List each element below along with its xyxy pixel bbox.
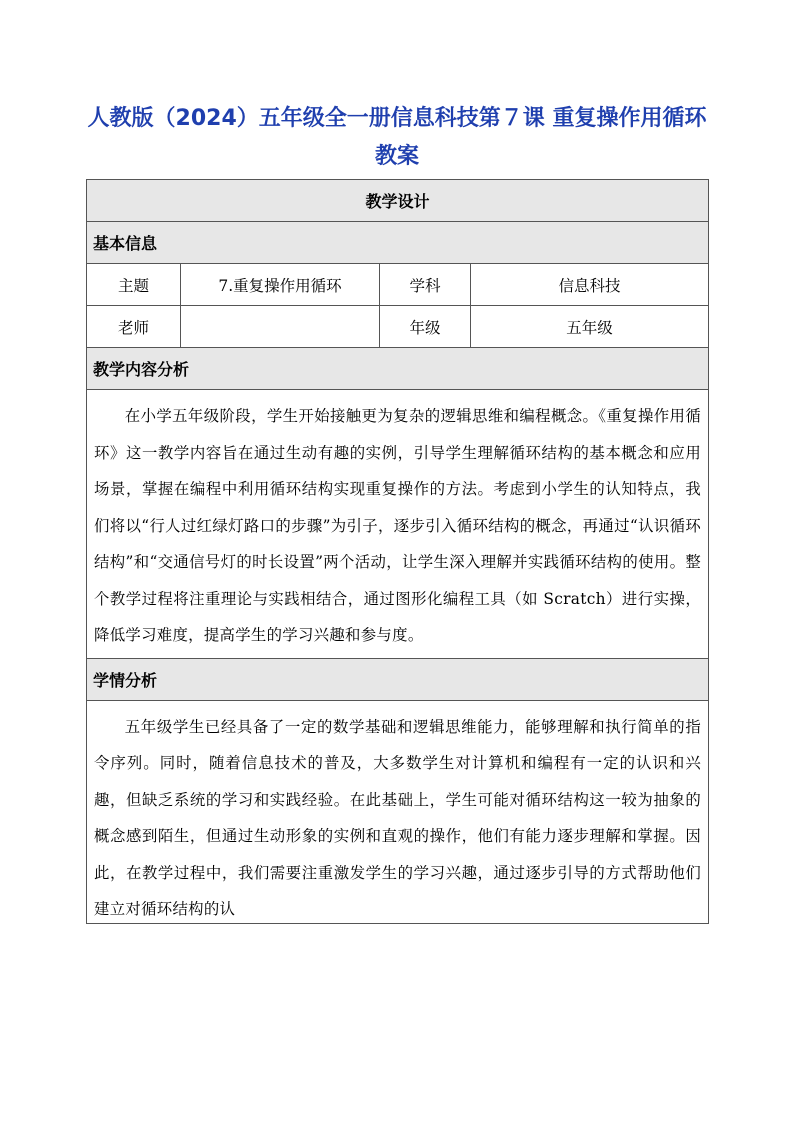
document-title: 人教版（2024）五年级全一册信息科技第７课 重复操作用循环 教案	[87, 106, 707, 169]
learner-analysis-heading: 学情分析	[87, 658, 709, 700]
table-title-row	[87, 180, 709, 222]
subject-label: 学科	[380, 264, 471, 306]
learner-analysis-body-row	[87, 700, 709, 923]
topic-value: 7.重复操作用循环	[181, 264, 380, 306]
content-analysis-row	[87, 348, 709, 390]
basic-info-row	[87, 222, 709, 264]
teacher-label: 老师	[87, 306, 181, 348]
learner-analysis-clip	[94, 709, 701, 919]
content-analysis-text: 在小学五年级阶段，学生开始接触更为复杂的逻辑思维和编程概念。《重复操作用循环》这一教学内容旨在通过生动有趣的实例，引导学生理解循环结构的基本概念和应用场景，掌握在编程中利用循环结构实现重复操作的方法。考虑到小学生的认知特点，我们将以“行人过红绿灯路口的步骤”为引子，逐步引入循环结构的概念，再通过“认识循环结构”和“交通信号灯的时长设置”两个活动，让学生深入理解并实践循环结构的使用。整个教学过程将注重理论与实践相结合，通过图形化编程工具（如 Scratch）进行实操，降低学习难度，提高学生的学习兴趣和参与度。	[94, 407, 702, 644]
topic-label: 主题	[87, 264, 181, 306]
content-analysis-cell	[87, 390, 709, 659]
lesson-plan-table	[86, 179, 709, 924]
learner-analysis-row	[87, 658, 709, 700]
teacher-value	[181, 306, 380, 348]
grade-value: 五年级	[471, 306, 709, 348]
basic-info-heading: 基本信息	[87, 222, 709, 264]
subject-value: 信息科技	[471, 264, 709, 306]
info-row-topic	[87, 264, 709, 306]
grade-label: 年级	[380, 306, 471, 348]
learner-analysis-text: 五年级学生已经具备了一定的数学基础和逻辑思维能力，能够理解和执行简单的指令序列。同时，随着信息技术的普及，大多数学生对计算机和编程有一定的认识和兴趣，但缺乏系统的学习和实践经验。在此基础上，学生可能对循环结构这一较为抽象的概念感到陌生，但通过生动形象的实例和直观的操作，他们有能力逐步理解和掌握。因此，在教学过程中，我们需要注重激发学生的学习兴趣，通过逐步引导的方式帮助他们建立对循环结构的认	[94, 717, 702, 918]
info-row-teacher	[87, 306, 709, 348]
learner-analysis-cell	[87, 700, 709, 923]
content-analysis-heading: 教学内容分析	[87, 348, 709, 390]
content-analysis-body-row	[87, 390, 709, 659]
table-title: 教学设计	[87, 180, 709, 222]
